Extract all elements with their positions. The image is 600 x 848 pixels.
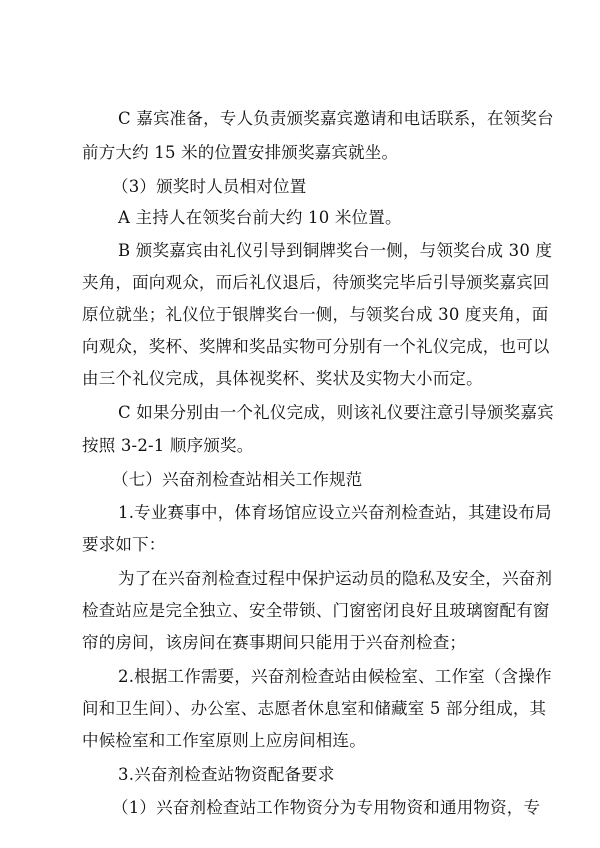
paragraph-b-line-3: 原位就坐；礼仪位于银牌奖台一侧，与领奖台成 30 度夹角，面 (82, 305, 549, 324)
paragraph-c-single-line-2: 按照 3-2-1 顺序颁奖。 (82, 436, 254, 455)
paragraph-2-line-1: 2.根据工作需要，兴奋剂检查站由候检室、工作室（含操作 (118, 667, 552, 686)
paragraph-a-host: A 主持人在领奖台前大约 10 米位置。 (118, 208, 402, 227)
paragraph-3-1-line-1: （1）兴奋剂检查站工作物资分为专用物资和通用物资，专 (112, 798, 541, 817)
paragraph-b-line-2: 夹角，面向观众，而后礼仪退后，待颁奖完毕后引导颁奖嘉宾回 (82, 273, 550, 292)
paragraph-c-single-line-1: C 如果分别由一个礼仪完成，则该礼仪要注意引导颁奖嘉宾 (118, 403, 554, 422)
paragraph-privacy-line-2: 检查站应是完全独立、安全带锁、门窗密闭良好且玻璃窗配有窗 (82, 601, 550, 620)
paragraph-b-line-4: 向观众，奖杯、奖牌和奖品实物可分别有一个礼仪完成，也可以 (82, 337, 550, 356)
paragraph-privacy-line-3: 帘的房间，该房间在赛事期间只能用于兴奋剂检查； (82, 633, 467, 652)
paragraph-privacy-line-1: 为了在兴奋剂检查过程中保护运动员的隐私及安全，兴奋剂 (118, 569, 553, 588)
paragraph-c-guest-line-2: 前方大约 15 米的位置安排颁奖嘉宾就坐。 (82, 143, 399, 162)
paragraph-c-guest-line-1: C 嘉宾准备，专人负责颁奖嘉宾邀请和电话联系，在领奖台 (118, 109, 554, 128)
paragraph-1-line-2: 要求如下： (82, 535, 166, 554)
paragraph-b-line-1: B 颁奖嘉宾由礼仪引导到铜牌奖台一侧，与领奖台成 30 度 (118, 241, 553, 260)
section-heading-doping-station: （七）兴奋剂检查站相关工作规范 (112, 470, 363, 489)
paragraph-2-line-2: 间和卫生间）、办公室、志愿者休息室和储藏室 5 部分组成，其 (82, 699, 547, 718)
paragraph-3-heading: 3.兴奋剂检查站物资配备要求 (118, 765, 335, 784)
paragraph-b-line-5: 由三个礼仪完成，具体视奖杯、奖状及实物大小而定。 (82, 369, 483, 388)
paragraph-2-line-3: 中候检室和工作室原则上应房间相连。 (82, 731, 366, 750)
paragraph-1-line-1: 1.专业赛事中，体育场馆应设立兴奋剂检查站，其建设布局 (118, 503, 552, 522)
section-heading-award-positions: （3）颁奖时人员相对位置 (112, 177, 307, 196)
